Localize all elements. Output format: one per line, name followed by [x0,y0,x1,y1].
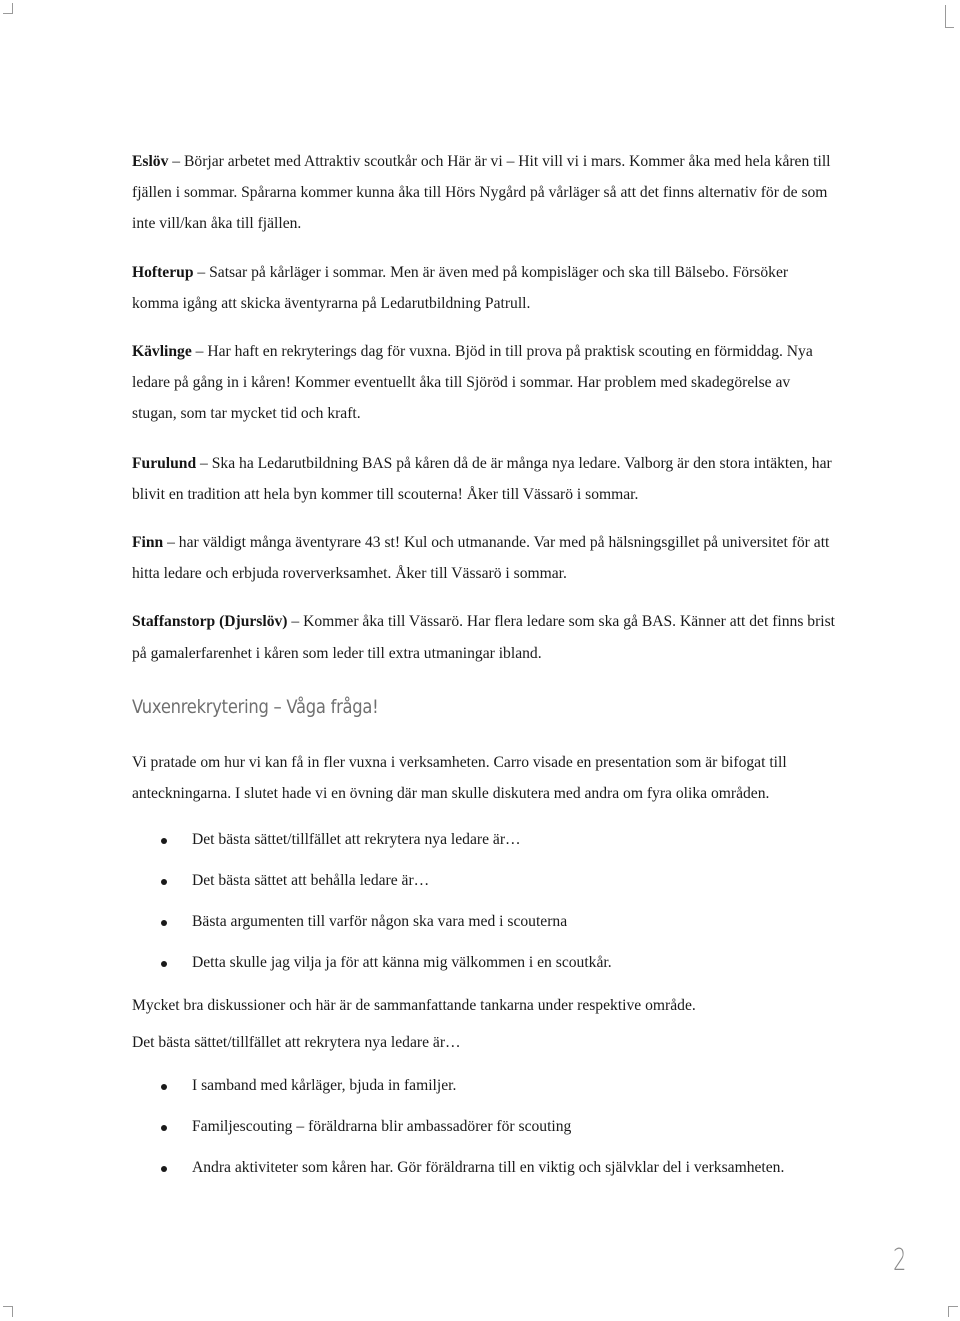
bullet-icon [161,961,167,967]
paragraph-furulund [132,448,838,510]
bullet-icon [161,838,167,844]
summary-paragraph: Mycket bra diskussioner och här är de sammanfattande tankarna under respektive område. [132,997,696,1015]
paragraph-finn-text: – har väldigt många äventyrare 43 st! Kul och utmanande. Var med på hälsningsgillet på universitet för att hitta ledare och erbjuda roververksamhet. Åker till Vässarö i sommar. [132,534,830,583]
paragraph-kavlinge [132,336,838,430]
discussion-areas-list [132,829,838,973]
page-number: 2 [893,1243,907,1278]
bullet-icon [161,1125,167,1131]
list-item [132,829,838,850]
paragraph-kavlinge-text: – Har haft en rekryterings dag för vuxna. Bjöd in till prova på praktisk scouting en förmiddag. Nya ledare på gång in i kåren! Kommer eventuellt åka till Sjöröd i sommar. Har problem med skadegörelse av stugan, som tar mycket tid och kraft. [132,343,813,423]
intro-paragraph: Vi pratade om hur vi kan få in fler vuxna i verksamheten. Carro visade en presentation som är bifogat till anteckningarna. I slutet hade vi en övning där man skulle diskutera med andra om fyra olika områden. [132,753,787,803]
paragraph-staffanstorp-text: – Kommer åka till Vässarö. Har flera ledare som ska gå BAS. Känner att det finns brist på gamalerfarenhet i kåren som leder till extra utmaningar ibland. [132,613,836,662]
paragraph-eslov-text: – Börjar arbetet med Attraktiv scoutkår och Här är vi – Hit vill vi i mars. Kommer åka med hela kåren till fjällen i sommar. Spårarna kommer kunna åka till Hörs Nygård på vårläger så att det finns alternativ för de som inte vill/kan åka till fjällen. [132,153,831,233]
crop-mark-bottom-left [3,1306,13,1317]
list-item [132,1116,838,1137]
sub-heading: Det bästa sättet/tillfället att rekrytera nya ledare är… [132,1034,461,1052]
group-name-furulund: Furulund [132,454,197,472]
paragraph-finn [132,527,838,589]
list-item [132,1157,838,1178]
paragraph-staffanstorp [132,606,838,668]
list-item [132,870,838,891]
list-item-text: Familjescouting – föräldrarna blir ambassadörer för scouting [192,1118,572,1136]
list-item-text: Detta skulle jag vilja ja för att känna mig välkommen i en scoutkår. [192,954,612,972]
group-name-eslov: Eslöv [132,153,169,170]
list-item [132,952,838,973]
paragraph-eslov [132,146,838,240]
page-content [132,146,838,1198]
list-item-text: Det bästa sättet/tillfället att rekrytera nya ledare är… [192,831,521,849]
section-heading: Vuxenrekrytering – Våga fråga! [132,695,379,718]
list-item-text: Det bästa sättet att behålla ledare är… [192,872,430,890]
bullet-icon [161,1084,167,1090]
bullet-icon [161,920,167,926]
group-name-staffanstorp: Staffanstorp (Djurslöv) [132,613,288,631]
crop-mark-top-left [3,3,13,14]
list-item-text: Andra aktiviteter som kåren har. Gör föräldrarna till en viktig och självklar del i verksamheten. [192,1159,785,1177]
list-item-text: I samband med kårläger, bjuda in familjer. [192,1077,457,1095]
group-name-finn: Finn [132,534,164,552]
bullet-icon [161,879,167,885]
list-item-text: Bästa argumenten till varför någon ska vara med i scouterna [192,913,568,931]
crop-mark-bottom-right [948,1306,958,1317]
crop-mark-top-right [945,5,954,28]
bullet-icon [161,1166,167,1172]
group-name-hofterup: Hofterup [132,263,194,281]
list-item [132,1075,838,1096]
paragraph-hofterup-text: – Satsar på kårläger i sommar. Men är även med på kompisläger och ska till Bälsebo. Försöker komma igång att skicka äventyrarna på Ledarutbildning Patrull. [132,263,789,312]
paragraph-furulund-text: – Ska ha Ledarutbildning BAS på kåren då de är många nya ledare. Valborg är den stora intäkten, har blivit en tradition att hela byn kommer till scouterna! Åker till Vässarö i sommar. [132,454,832,503]
group-name-kavlinge: Kävlinge [132,343,192,361]
paragraph-hofterup [132,257,838,319]
list-item [132,911,838,932]
recruitment-ideas-list [132,1075,838,1178]
